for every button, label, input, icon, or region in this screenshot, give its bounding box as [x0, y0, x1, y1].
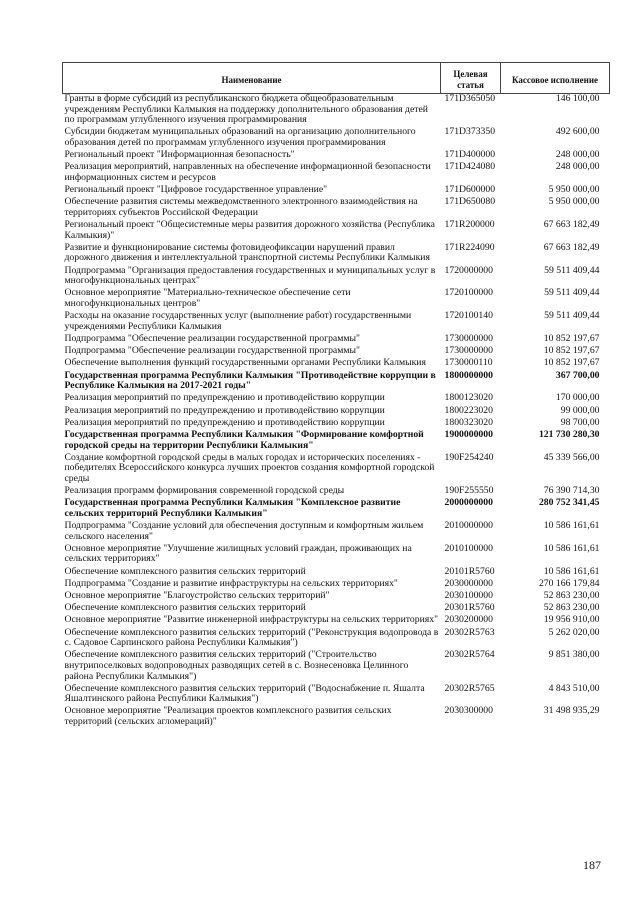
row-target-article-cell: 1730000000: [444, 345, 493, 357]
row-target-article-cell: 1900000000: [444, 428, 493, 440]
table-row: [63, 650, 610, 683]
row-name-cell: Реализация мероприятий по предупреждению и противодействию коррупции: [64, 416, 385, 428]
row-name-cell: Основное мероприятие "Улучшение жилищных условий граждан, проживающих на сельских территориях": [64, 542, 412, 565]
row-amount-cell: 146 100,00: [555, 93, 600, 104]
row-amount-cell: 59 511 409,44: [544, 287, 600, 299]
row-amount-cell: 31 498 935,29: [543, 705, 600, 717]
row-amount-cell: 10 852 197,67: [543, 357, 600, 369]
row-name-cell: Субсидии бюджетам муниципальных образований на организацию дополнительного образования детей по программам углубленного изучения программирования: [64, 126, 416, 148]
row-target-article-cell: 1720100000: [444, 287, 493, 299]
row-target-article-cell: 190F254240: [444, 451, 494, 463]
table-row: [63, 706, 610, 729]
row-name-cell: Развитие и функционирование системы фотовидеофиксации нарушений правил дорожного движения и интеллектуальной транспортной системы Республики Калмыкия: [64, 241, 430, 264]
table-row: [63, 453, 610, 486]
row-amount-cell: 19 956 910,00: [543, 614, 600, 626]
row-name-cell: Государственная программа Республики Калмыкия "Комплексное развитие сельских территорий Республики Калмыкия": [64, 497, 401, 519]
row-name-cell: Реализация мероприятий по предупреждению и противодействию коррупции: [64, 392, 385, 404]
row-amount-cell: 67 663 182,49: [543, 219, 600, 231]
row-name-cell: Основное мероприятие "Материально-техническое обеспечение сети многофункциональных центров": [64, 287, 351, 310]
row-amount-cell: 76 390 714,30: [543, 485, 600, 497]
row-amount-cell: 10 852 197,67: [543, 345, 600, 357]
row-amount-cell: 5 262 020,00: [548, 626, 600, 638]
row-name-cell: Обеспечение комплексного развития сельских территорий ("Водоснабжение п. Яшалта Яшалтинского района Республики Калмыкия"): [64, 682, 425, 705]
row-amount-cell: 59 511 409,44: [544, 310, 600, 322]
table-row: [63, 544, 610, 567]
row-target-article-cell: 20101R5760: [444, 565, 495, 577]
table-row: [63, 430, 610, 453]
table-row: [63, 684, 610, 707]
row-name-cell: Региональный проект "Цифровое государственное управление": [64, 184, 328, 196]
row-target-article-cell: 20301R5760: [444, 602, 495, 614]
header-target-article: Целевая статья: [441, 63, 501, 94]
row-name-cell: Гранты в форме субсидий из республиканского бюджета общеобразовательным учреждениям Республики Калмыкия на поддержку дополнительного образования детей по программам углубленного изучения программирования: [64, 93, 428, 126]
row-target-article-cell: 20302R5764: [444, 649, 495, 661]
row-target-article-cell: 1800323020: [444, 416, 493, 428]
row-target-article-cell: 171D650080: [444, 196, 496, 208]
row-target-article-cell: 190F255550: [444, 485, 494, 497]
table-row: [63, 567, 610, 579]
row-name-cell: Обеспечение комплексного развития сельских территорий: [64, 602, 306, 614]
row-name-cell: Обеспечение комплексного развития сельских территорий: [64, 565, 306, 577]
row-amount-cell: 170 000,00: [555, 392, 600, 404]
row-target-article-cell: 20302R5763: [444, 626, 495, 638]
row-amount-cell: 5 950 000,00: [548, 184, 600, 196]
row-name-cell: Обеспечение выполнения функций государственными органами Республики Калмыкия: [64, 357, 426, 369]
row-name-cell: Подпрограмма "Создание условий для обеспечения доступным и комфортным жильем сельского населения": [64, 520, 424, 542]
table-body: [63, 94, 610, 730]
row-name-cell: Создание комфортной городской среды в малых городах и исторических поселениях - победителях Всероссийского конкурса лучших проектов создания комфортной городской среды: [64, 451, 435, 484]
row-target-article-cell: 171D373350: [444, 126, 496, 138]
table-row: [63, 615, 610, 627]
row-amount-cell: 492 600,00: [555, 126, 600, 138]
row-target-article-cell: 2010000000: [444, 520, 493, 532]
table-row: [63, 406, 610, 418]
row-target-article-cell: 1800000000: [444, 369, 493, 381]
row-name-cell: Реализация мероприятий по предупреждению и противодействию коррупции: [64, 404, 385, 416]
row-name-cell: Подпрограмма "Обеспечение реализации государственной программы": [64, 333, 360, 344]
row-amount-cell: 280 752 341,45: [538, 497, 600, 509]
row-target-article-cell: 171D424080: [444, 161, 496, 173]
table-row: [63, 628, 610, 651]
table-row: [63, 311, 610, 334]
table-row: [63, 371, 610, 394]
row-amount-cell: 9 851 380,00: [548, 649, 600, 661]
row-target-article-cell: 1800223020: [444, 404, 493, 416]
row-target-article-cell: 171R200000: [444, 219, 495, 231]
row-amount-cell: 248 000,00: [555, 149, 600, 161]
table-row: [63, 94, 610, 128]
row-name-cell: Региональный проект "Информационная безопасность": [64, 149, 295, 161]
table-row: [63, 288, 610, 311]
row-target-article-cell: 1730000000: [444, 333, 493, 344]
row-name-cell: Подпрограмма "Создание и развитие инфраструктуры на сельских территориях": [64, 577, 398, 589]
row-name-cell: Основное мероприятие "Развитие инженерной инфраструктуры на сельских территориях": [64, 614, 439, 626]
row-target-article-cell: 2030000000: [444, 577, 493, 589]
row-name-cell: Реализация программ формирования современной городской среды: [64, 485, 345, 497]
row-name-cell: Реализация мероприятий, направленных на обеспечение информационной безопасности информационных систем и ресурсов: [64, 161, 431, 183]
table-row: [63, 243, 610, 266]
row-target-article-cell: 2030100000: [444, 589, 493, 601]
table-row: [63, 127, 610, 150]
row-amount-cell: 367 700,00: [555, 369, 600, 381]
header-name: Наименование: [63, 63, 441, 94]
row-target-article-cell: 171D600000: [444, 184, 496, 196]
row-name-cell: Основное мероприятие "Реализация проектов комплексного развития сельских территорий (сельских агломераций)": [64, 705, 392, 728]
row-name-cell: Расходы на оказание государственных услуг (выполнение работ) государственными учреждениями Республики Калмыкия: [64, 310, 412, 332]
row-amount-cell: 45 339 566,00: [543, 451, 600, 463]
row-name-cell: Обеспечение развития системы межведомственного электронного взаимодействия на территориях субъектов Российской Федерации: [64, 196, 418, 218]
row-amount-cell: 10 586 161,61: [543, 520, 600, 532]
row-target-article-cell: 171R224090: [444, 241, 495, 253]
row-name-cell: Государственная программа Республики Калмыкия "Противодействие коррупции в Республике Калмыкия на 2017-2021 годы": [64, 369, 436, 392]
row-target-article-cell: 2030200000: [444, 614, 493, 626]
row-amount-cell: 4 843 510,00: [548, 682, 600, 694]
row-target-article-cell: 2010100000: [444, 542, 493, 554]
row-amount-cell: 98 700,00: [560, 416, 600, 428]
row-amount-cell: 10 852 197,67: [543, 333, 600, 344]
row-name-cell: Государственная программа Республики Калмыкия "Формирование комфортной городской среды на территории Республики Калмыкия": [64, 428, 424, 451]
table-row: [63, 521, 610, 544]
row-amount-cell: 52 863 230,00: [543, 602, 600, 614]
row-amount-cell: 248 000,00: [555, 161, 600, 173]
row-target-article-cell: 2030300000: [444, 705, 493, 717]
row-amount-cell: 99 000,00: [560, 404, 600, 416]
row-amount-cell: 5 950 000,00: [548, 196, 600, 208]
row-name-cell: Обеспечение комплексного развития сельских территорий ("Строительство внутрипоселковых водопроводных разводящих сетей в с. Вознесеновка Целинного района Республики Калмыкия"): [64, 649, 409, 682]
row-amount-cell: 270 166 179,84: [538, 577, 600, 589]
row-target-article-cell: 171D400000: [444, 149, 496, 161]
table-row: [63, 393, 610, 405]
table-row: [63, 162, 610, 185]
row-target-article-cell: 1730000110: [444, 357, 493, 369]
table-row: [63, 358, 610, 370]
row-target-article-cell: 171D365050: [444, 93, 496, 104]
row-amount-cell: 67 663 182,49: [543, 241, 600, 253]
table-row: [63, 220, 610, 243]
row-amount-cell: 121 730 280,30: [538, 428, 600, 440]
row-name-cell: Региональный проект "Общесистемные меры развития дорожного хозяйства (Республика Калмыкия)": [64, 219, 435, 241]
row-amount-cell: 52 863 230,00: [543, 589, 600, 601]
row-target-article-cell: 1720100140: [444, 310, 493, 322]
header-cash-execution: Кассовое исполнение: [501, 63, 610, 94]
row-name-cell: Основное мероприятие "Благоустройство сельских территорий": [64, 589, 330, 601]
row-amount-cell: 10 586 161,61: [543, 542, 600, 554]
row-target-article-cell: 2000000000: [444, 497, 493, 509]
budget-table: [62, 62, 610, 729]
table-row: [63, 197, 610, 220]
table-row: [63, 266, 610, 289]
row-target-article-cell: 1720000000: [444, 264, 493, 276]
row-name-cell: Подпрограмма "Обеспечение реализации государственной программы": [64, 345, 360, 357]
table-row: [63, 498, 610, 521]
row-target-article-cell: 1800123020: [444, 392, 493, 404]
row-amount-cell: 10 586 161,61: [543, 565, 600, 577]
row-name-cell: Подпрограмма "Организация предоставления государственных и муниципальных услуг в многофункциональных центрах": [64, 264, 436, 287]
row-amount-cell: 59 511 409,44: [544, 264, 600, 276]
page-number: 187: [583, 858, 601, 872]
row-name-cell: Обеспечение комплексного развития сельских территорий ("Реконструкция водопровода в с. Садовое Сарпинского района Республики Калмыкия"): [64, 626, 439, 649]
budget-table-container: [62, 62, 609, 729]
table-header-row: [63, 63, 610, 94]
row-target-article-cell: 20302R5765: [444, 682, 495, 694]
